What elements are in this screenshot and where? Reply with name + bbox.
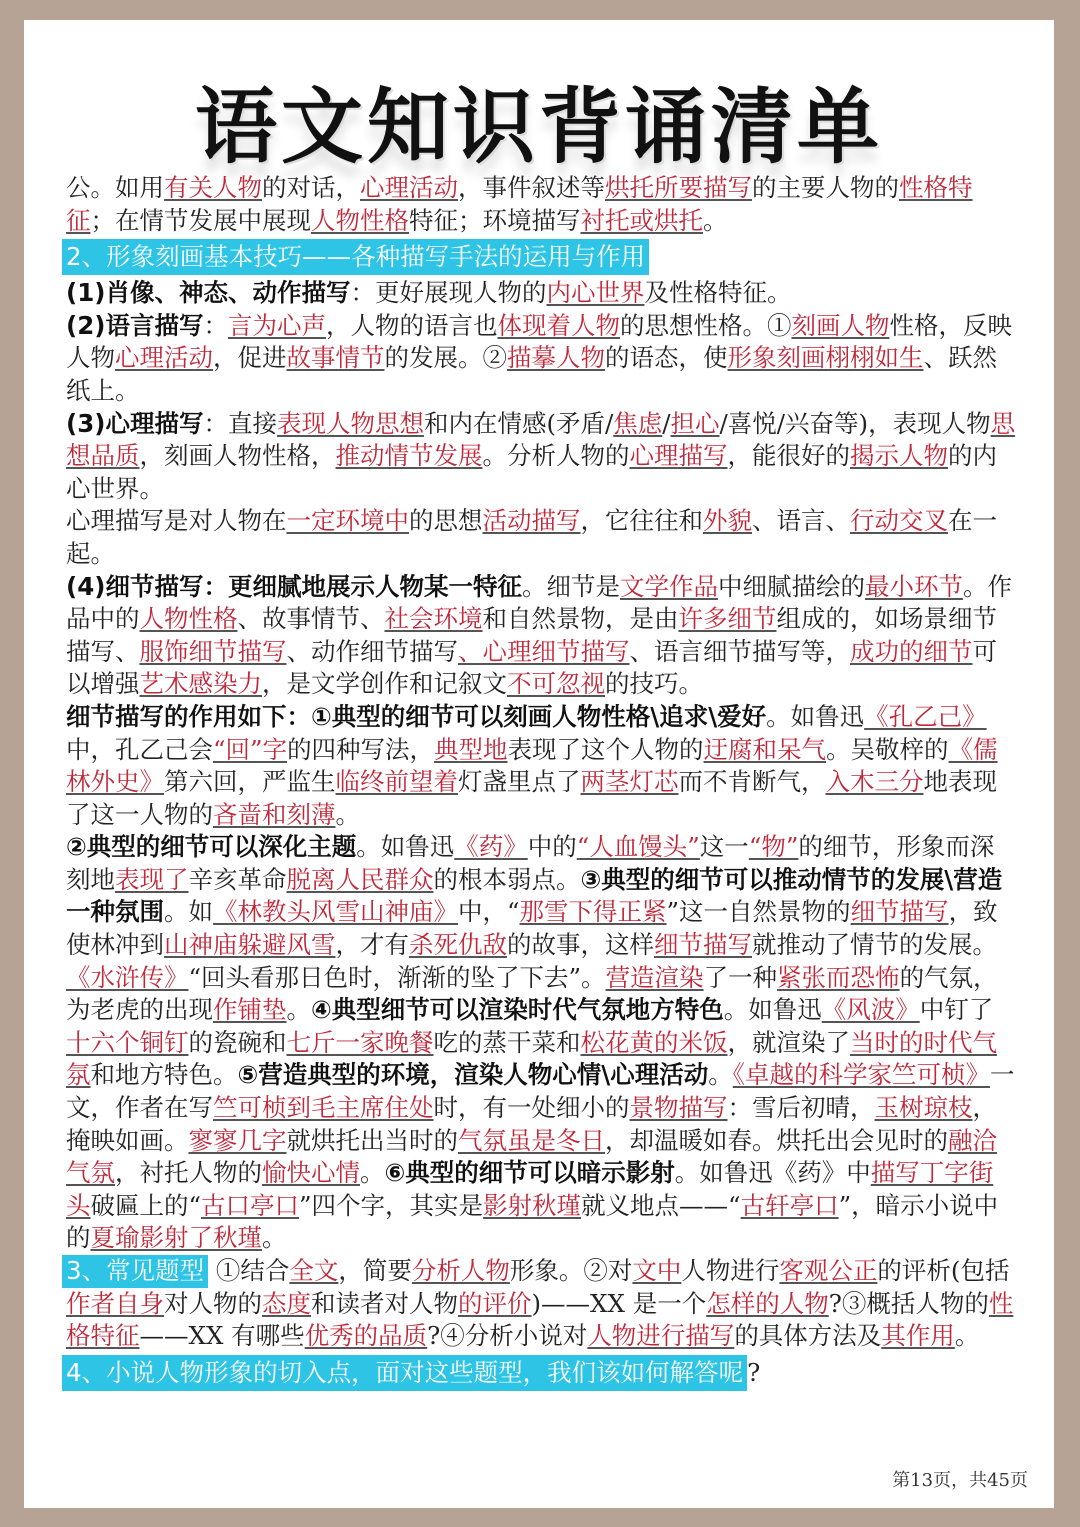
key-phrase: 《卓越的科学家竺可桢》 (732, 1060, 990, 1090)
key-phrase: 活动描写 (482, 506, 581, 536)
key-phrase: 细节描写 (654, 930, 752, 960)
bold-term: (3)心理描写 (66, 408, 204, 438)
key-phrase: 心理活动 (115, 343, 213, 373)
key-phrase: 松花黄的米饭 (580, 1027, 728, 1057)
text-run: ，就渲染了 (727, 1027, 850, 1057)
text-run: 吃的蒸干菜和 (433, 1027, 581, 1057)
text-run: ，掩映如画。 (66, 1093, 997, 1155)
key-phrase: 营造渲染 (605, 962, 704, 992)
key-phrase: 人物性格 (139, 604, 238, 634)
key-phrase: 景物描写 (629, 1093, 728, 1123)
text-run: ①结合 (208, 1256, 290, 1285)
key-phrase: 许多细节 (678, 604, 777, 634)
paragraph (66, 505, 1016, 570)
key-phrase: 优秀的品质 (304, 1321, 428, 1351)
key-phrase: 心理描写 (629, 441, 728, 471)
text-run: 灯盏里点了 (458, 767, 581, 797)
key-phrase: 影射秋瑾 (483, 1190, 582, 1220)
text-run: 。如 (164, 897, 213, 927)
text-run: 。如鲁迅《药》中 (674, 1158, 871, 1188)
key-phrase: 刻画人物 (791, 310, 890, 340)
text-run: )——XX 是一个 (531, 1288, 707, 1318)
key-phrase: 《孔乙己》 (864, 701, 987, 731)
document-page (24, 20, 1054, 1508)
text-run: ，却温暖如春。烘托出会见时的 (605, 1125, 948, 1155)
key-phrase: 作者自身 (66, 1288, 164, 1318)
text-run: 的主要人物的 (752, 173, 899, 202)
page-title: 语文知识背诵清单 (194, 80, 883, 175)
key-phrase: 不可忽视 (507, 669, 605, 699)
key-phrase: 文学作品 (619, 571, 718, 601)
key-phrase: 竺可桢到毛主席住处 (213, 1093, 434, 1123)
key-phrase: 人物进行描写 (587, 1321, 735, 1351)
key-phrase: 一定环境中 (286, 506, 409, 536)
bold-term: ⑥典型的细节可以暗示影射 (384, 1158, 675, 1188)
paragraph (66, 310, 1016, 408)
text-run: 形象。②对 (509, 1256, 633, 1285)
text-run: ；在情节发展中展现 (90, 205, 311, 235)
text-run: 表现了这个人物的 (507, 734, 704, 764)
text-run: ，人物的语言也 (325, 310, 498, 340)
text-run: 、语言细节描写等， (629, 636, 850, 666)
key-phrase: 思想品质 (66, 408, 1016, 471)
key-phrase: 《儒林外史》 (66, 734, 998, 797)
key-phrase: 的评价 (458, 1288, 532, 1318)
key-phrase: 迂腐和呆气 (703, 734, 827, 764)
text-run: ： (203, 310, 228, 340)
paragraph (66, 277, 1016, 310)
text-run: 的内心世界。 (66, 441, 997, 503)
text-run: /喜悦/兴奋等)，表现人物 (719, 408, 991, 438)
text-run: ?③概括人物的 (828, 1288, 989, 1318)
document-body (66, 172, 1016, 1393)
key-phrase: 当时的时代气氛 (66, 1027, 997, 1090)
text-run: 的根本弱点。 (433, 864, 581, 894)
text-run: ，才有 (335, 930, 409, 960)
bold-term: (4)细节描写：更细腻地展示人物某一特征 (66, 571, 522, 601)
text-run: 和读者对人物 (311, 1288, 458, 1318)
key-phrase: 烘托所要描写 (605, 173, 752, 202)
text-run: ：直接 (203, 408, 277, 438)
key-phrase: “回”字 (213, 734, 288, 764)
text-run: 的思想 (409, 506, 483, 536)
key-phrase: 文中 (632, 1256, 682, 1285)
text-run: 了一种 (703, 962, 778, 992)
key-phrase: 焦虑 (613, 408, 663, 438)
key-phrase: 人物性格 (311, 205, 409, 235)
text-run: 就烘托出当时的 (286, 1125, 458, 1155)
text-run: 心理描写是对人物在 (66, 506, 287, 536)
text-run: 。 (335, 799, 360, 829)
text-run: ”四个字，其实是 (299, 1190, 484, 1220)
text-run: / (662, 408, 671, 438)
text-run: 。作品中的 (66, 571, 1012, 634)
key-phrase: 内心世界 (546, 278, 645, 308)
text-run: 。分析人物的 (482, 441, 630, 471)
key-phrase: 《药》 (454, 832, 528, 862)
text-run: 辛亥革命 (188, 864, 287, 894)
key-phrase: 服饰细节描写 (139, 636, 287, 666)
key-phrase: 《林教头风雪山神庙》 (213, 897, 458, 927)
key-phrase: 担心 (670, 408, 720, 438)
text-run: 组成的，如场景细节描写、 (66, 604, 997, 666)
paragraph (66, 701, 1016, 831)
text-run: 的具体方法及 (734, 1321, 882, 1351)
key-phrase: 紧张而恐怖 (777, 962, 900, 992)
text-run: ”，暗示小说中的 (66, 1190, 999, 1253)
key-phrase: 山神庙躲避风雪 (164, 930, 336, 960)
bold-term: (2)语言描写 (66, 310, 204, 340)
text-run: 的思想性格。① (619, 310, 792, 340)
paragraph (66, 571, 1016, 701)
text-run: 时，有一处细小的 (433, 1093, 630, 1123)
text-run: 性格，反映人物 (66, 310, 1012, 373)
text-run: ，它往往和 (580, 506, 703, 536)
text-run: 中，孔乙己会 (66, 734, 213, 764)
text-run: 、语言、 (752, 506, 850, 536)
key-phrase: 那雪下得正紧 (519, 897, 667, 927)
text-run: 一文，作者在写 (66, 1060, 1015, 1123)
key-phrase: 分析人物 (411, 1256, 510, 1285)
key-phrase: 表现了 (115, 864, 189, 894)
text-run: ，致使林冲到 (66, 897, 998, 960)
text-run: ?④分析小说对 (427, 1321, 588, 1351)
text-run: 及性格特征。 (644, 278, 792, 308)
key-phrase: 怎样的人物 (706, 1288, 829, 1318)
text-run: 和地方特色。 (90, 1060, 238, 1090)
text-run: 的技巧。 (605, 669, 703, 699)
text-run: 在一起。 (66, 506, 997, 568)
key-phrase: 全文 (289, 1256, 339, 1285)
text-run: ，能很好的 (727, 441, 850, 471)
text-run: ”这一自然景物的 (666, 897, 851, 927)
key-phrase: 入木三分 (825, 767, 924, 797)
key-phrase: 《水浒传》 (66, 962, 189, 992)
text-run: ，事件叙述等 (458, 173, 605, 202)
key-phrase: 融洽气氛 (66, 1125, 997, 1188)
text-run: ，简要 (338, 1256, 412, 1285)
key-phrase: 言为心声 (227, 310, 326, 340)
text-run: 。 (360, 1158, 385, 1188)
text-run: 破匾上的“ (90, 1190, 202, 1220)
text-run: 而不肯断气， (678, 767, 826, 797)
text-run: “回头看那日色时，渐渐的坠了下去”。 (188, 962, 606, 992)
text-run: 中钉了 (919, 995, 994, 1025)
text-run: 。 (703, 205, 728, 235)
text-run: 的瓷碗和 (188, 1027, 287, 1057)
bold-term: ⑤营造典型的环境，渲染人物心情\心理活动 (237, 1060, 709, 1090)
key-phrase: 古口亭口 (201, 1190, 300, 1220)
key-phrase: 行动交叉 (850, 506, 948, 536)
key-phrase: 玉树琼枝 (874, 1093, 973, 1123)
text-run: 中细腻描绘的 (717, 571, 865, 601)
key-phrase: 表现人物思想 (276, 408, 424, 438)
text-run: 、动作细节描写 (286, 636, 458, 666)
key-phrase: 作铺垫 (213, 995, 287, 1025)
key-phrase: 形象刻画栩栩如生 (727, 343, 924, 373)
text-run: 这一 (699, 832, 749, 862)
key-phrase: 性格特征 (66, 1288, 1014, 1351)
paragraph (66, 172, 1016, 237)
key-phrase: “人血馒头” (576, 832, 700, 862)
bold-term: 细节描写的作用如下：①典型的细节可以刻画人物性格\追求\爱好 (66, 701, 767, 731)
key-phrase: 吝啬和刻薄 (213, 799, 336, 829)
text-run: 。吴敬梓的 (826, 734, 949, 764)
key-phrase: 揭示人物 (850, 441, 948, 471)
section-heading-tail: ? (747, 1357, 761, 1387)
text-run: 。 (708, 1060, 733, 1090)
text-run: 的发展。② (384, 343, 507, 373)
text-run: 、故事情节、 (237, 604, 385, 634)
key-phrase: 夏瑜影射了秋瑾 (90, 1223, 262, 1253)
key-phrase: 客观公正 (779, 1256, 878, 1285)
key-phrase: 外貌 (703, 506, 752, 536)
key-phrase: 杀死仇敌 (409, 930, 507, 960)
text-run: 和自然景物，是由 (482, 604, 679, 634)
text-run: 的故事，这样 (507, 930, 654, 960)
key-phrase: 愉快心情 (262, 1158, 360, 1188)
text-run: ——XX 有哪些 (139, 1321, 305, 1351)
page-number: 第13页，共45页 (892, 1470, 1028, 1491)
key-phrase: 寥寥几字 (188, 1125, 287, 1155)
key-phrase: 社会环境 (384, 604, 483, 634)
text-run: 的评析(包括 (877, 1256, 1010, 1285)
key-phrase: 临终前望着 (335, 767, 458, 797)
key-phrase: 《风波》 (821, 995, 920, 1025)
key-phrase: 七斤一家晚餐 (286, 1027, 434, 1057)
text-run: 第六回，严监生 (164, 767, 336, 797)
key-phrase: 描摹人物 (507, 343, 605, 373)
text-run: 的四种写法， (287, 734, 435, 764)
key-phrase: 描写丁字街头 (66, 1158, 994, 1220)
text-run: 。如鲁迅 (356, 832, 455, 862)
bold-term: ④典型细节可以渲染时代气氛地方特色 (311, 995, 724, 1025)
bold-term: ③典型的细节可以推动情节的发展\营造一种氛围 (66, 864, 1003, 927)
text-run: 、跃然纸上。 (66, 343, 997, 405)
key-phrase: 衬托或烘托 (580, 205, 703, 235)
section-heading-label: 2、形象刻画基本技巧——各种描写手法的运用与作用 (62, 239, 649, 275)
key-phrase: 两茎灯芯 (580, 767, 679, 797)
section-heading-label: 4、小说人物形象的切入点，面对这些题型，我们该如何解答呢 (62, 1355, 747, 1391)
key-phrase: 典型地 (434, 734, 508, 764)
section-heading (66, 239, 1016, 275)
text-run: 。如鲁迅 (723, 995, 822, 1025)
text-run: ，是文学创作和记叙文 (262, 669, 507, 699)
key-phrase: 古轩亭口 (740, 1190, 839, 1220)
key-phrase: 故事情节 (286, 343, 385, 373)
text-run: 公。如用 (66, 173, 164, 202)
text-run: 的语态，使 (605, 343, 728, 373)
text-run: 对人物的 (164, 1288, 262, 1318)
text-run: 就推动了情节的发展。 (752, 930, 997, 960)
key-phrase: 其作用 (881, 1321, 955, 1351)
text-run: 的细节，形象而深刻地 (66, 832, 995, 894)
text-run: ：雪后初晴， (727, 1093, 875, 1123)
text-run: 。如鲁迅 (766, 701, 865, 731)
text-run: ：更好展现人物的 (350, 278, 547, 308)
text-run: 。细节是 (521, 571, 620, 601)
key-phrase: 心理活动 (360, 173, 458, 202)
text-run: 的对话， (262, 173, 360, 202)
paragraph (66, 1255, 1016, 1353)
text-run: 。 (262, 1223, 287, 1253)
key-phrase: 最小环节 (864, 571, 963, 601)
text-run: ，刻画人物性格， (139, 441, 336, 471)
key-phrase: 脱离人民群众 (286, 864, 434, 894)
text-run: 的气氛，为老虎的出现 (66, 962, 998, 1025)
key-phrase: 细节描写 (850, 897, 949, 927)
text-run: 就义地点——“ (581, 1190, 741, 1220)
key-phrase: 性格特征 (66, 173, 973, 235)
bold-term: (1)肖像、神态、动作描写 (66, 278, 351, 308)
text-run: 中的 (527, 832, 577, 862)
key-phrase: 态度 (262, 1288, 311, 1318)
text-run: 可以增强 (66, 636, 997, 699)
key-phrase: 有关人物 (164, 173, 262, 202)
paragraph (66, 831, 1016, 1255)
key-phrase: 体现着人物 (497, 310, 620, 340)
key-phrase: “物” (748, 832, 799, 862)
paragraph (66, 408, 1016, 506)
text-run: 地表现了这一人物的 (66, 767, 997, 829)
text-run: 人物进行 (681, 1256, 780, 1285)
text-run: 。 (286, 995, 311, 1025)
text-run: 中，“ (458, 897, 520, 927)
section-heading (66, 1355, 1016, 1391)
text-run: ，衬托人物的 (115, 1158, 262, 1188)
key-phrase: 推动情节发展 (335, 441, 483, 471)
text-run: ，促进 (213, 343, 287, 373)
key-phrase: 艺术感染力 (139, 669, 262, 699)
key-phrase: 成功的细节 (850, 636, 973, 666)
key-phrase: 气氛虽是冬日 (458, 1125, 605, 1155)
key-phrase: 十六个铜钉 (66, 1027, 189, 1057)
text-run: 特征；环境描写 (409, 205, 581, 235)
key-phrase: 、心理细节描写 (458, 636, 630, 666)
text-run: 和内在情感(矛盾/ (423, 408, 614, 438)
bold-term: ②典型的细节可以深化主题 (66, 832, 357, 862)
text-run: 。 (954, 1321, 980, 1351)
section-heading-label: 3、常见题型 (62, 1255, 208, 1288)
